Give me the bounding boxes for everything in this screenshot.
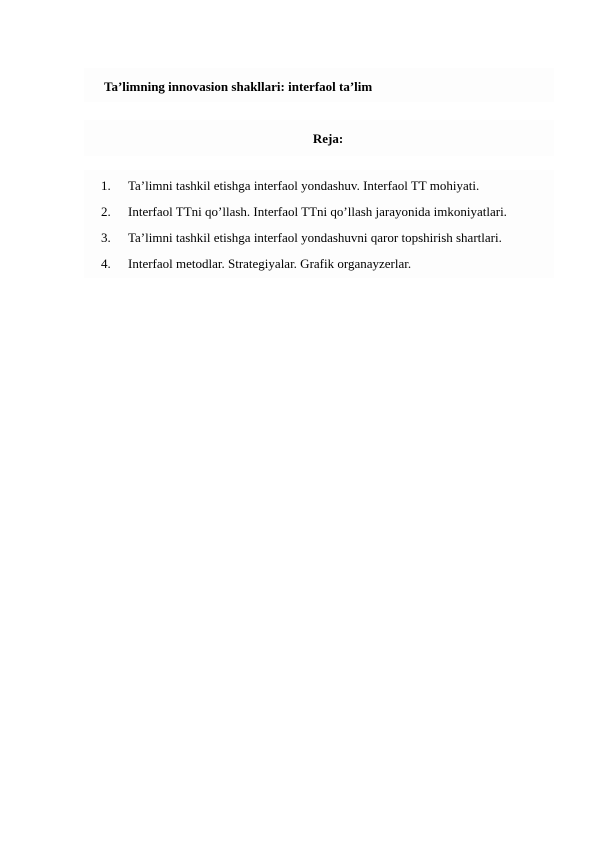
plan-item [101, 230, 507, 256]
plan-item-number: 1. [101, 178, 111, 193]
plan-item-number: 4. [101, 256, 111, 271]
plan-heading: Reja: [312, 131, 344, 146]
plan-item [101, 178, 507, 204]
plan-item-number: 2. [101, 204, 111, 219]
plan-list [101, 178, 507, 282]
document-title: Ta’limning innovasion shakllari: interfaol ta’lim [104, 79, 373, 94]
plan-item [101, 256, 507, 282]
plan-item-text: Interfaol TTni qo’llash. Interfaol TTni qo’llash jarayonida imkoniyatlari. [128, 204, 507, 219]
plan-item-number: 3. [101, 230, 111, 245]
plan-item-text: Interfaol metodlar. Strategiyalar. Grafik organayzerlar. [128, 256, 412, 271]
plan-item [101, 204, 507, 230]
plan-item-text: Ta’limni tashkil etishga interfaol yondashuvni qaror topshirish shartlari. [128, 230, 502, 245]
plan-item-text: Ta’limni tashkil etishga interfaol yondashuv. Interfaol TT mohiyati. [128, 178, 480, 193]
